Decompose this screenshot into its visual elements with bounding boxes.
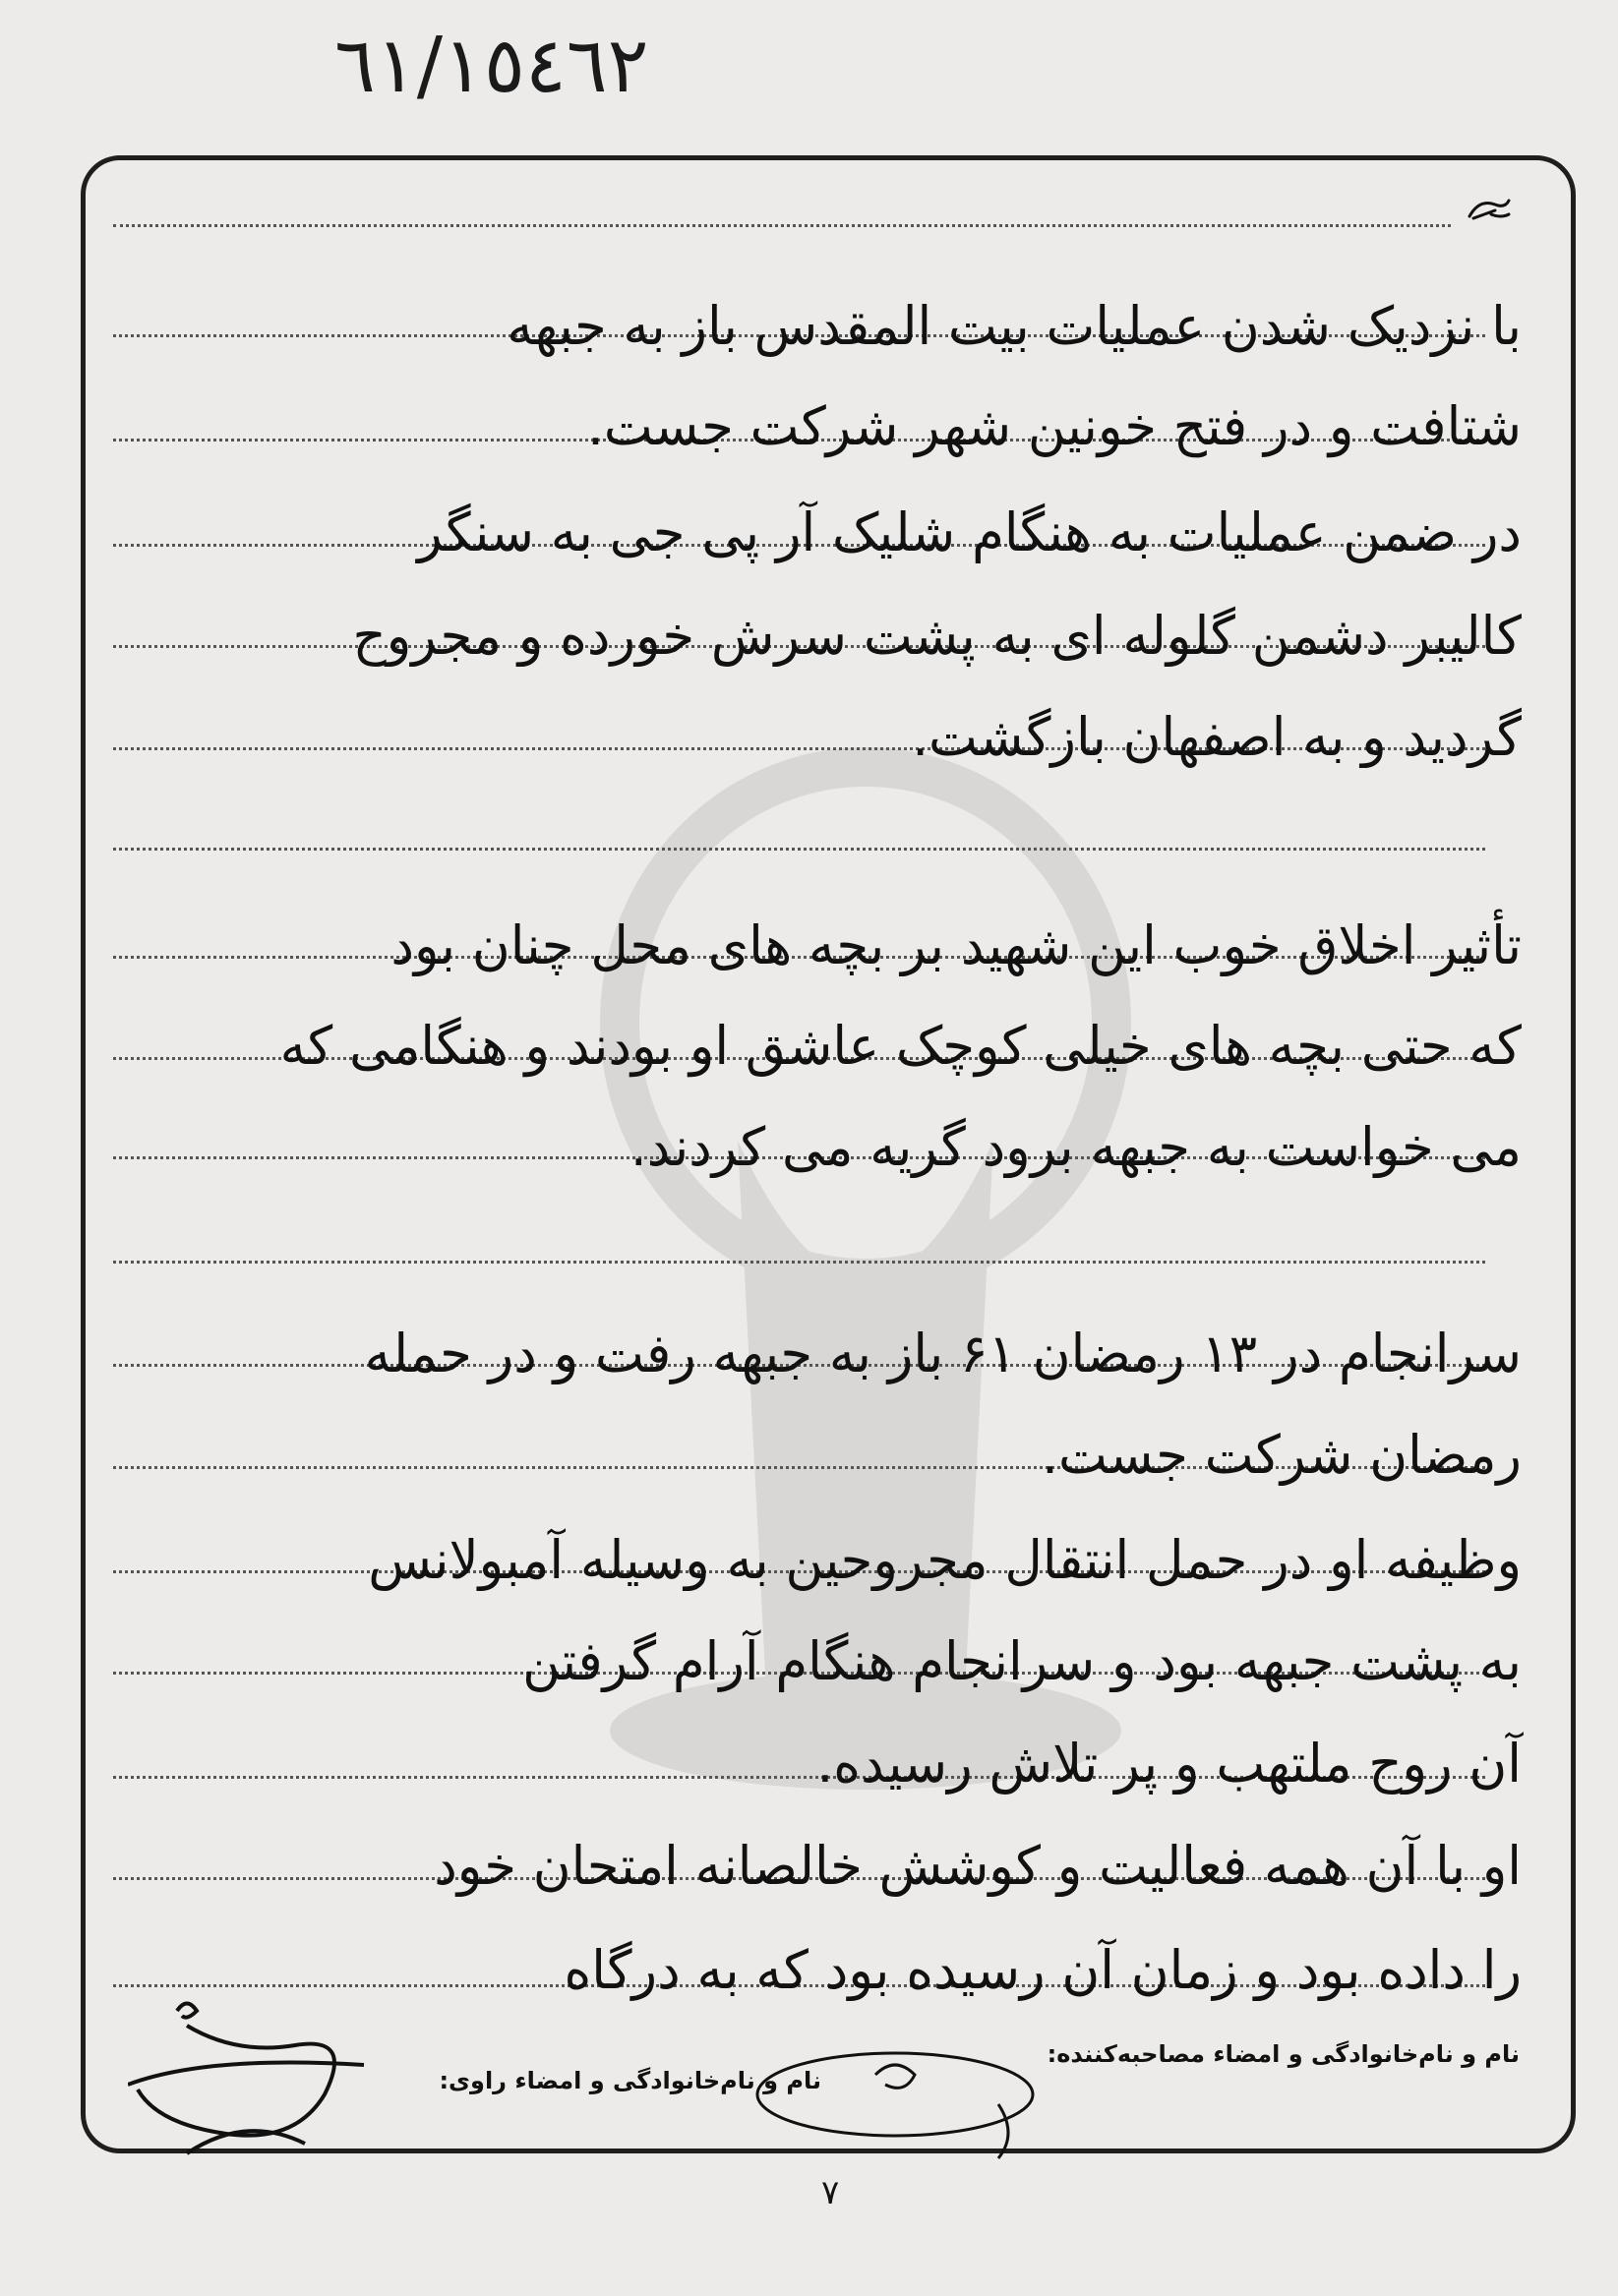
page-number: ۷ — [821, 2173, 840, 2212]
text-line-14: به پشت جبهه بود و سرانجام هنگام آرام گرفتن — [522, 1630, 1522, 1692]
interviewer-signature — [748, 2035, 1043, 2163]
text-line-13: وظیفه او در حمل انتقال مجروحین به وسیله آمبولانس — [368, 1529, 1523, 1591]
text-line-9: می خواست به جبهه برود گریه می کردند. — [629, 1116, 1522, 1178]
archive-number: ٦١/١٥٤٦٢ — [334, 22, 649, 110]
pen-icon — [1466, 197, 1513, 222]
narrator-label: نام و نام‌خانوادگی و امضاء راوی: — [439, 2067, 821, 2094]
ruled-line — [113, 1261, 1485, 1264]
text-line-7: تأثیر اخلاق خوب این شهید بر بچه های محل چنان بود — [390, 914, 1522, 976]
ruled-line — [113, 224, 1451, 227]
text-line-17: را داده بود و زمان آن رسیده بود که به درگاه — [564, 1939, 1522, 2001]
text-line-12: رمضان شرکت جست. — [1042, 1424, 1522, 1486]
narrator-signature — [128, 1996, 374, 2173]
interviewer-label: نام و نام‌خانوادگی و امضاء مصاحبه‌کننده: — [1047, 2040, 1520, 2068]
text-line-5: گردید و به اصفهان بازگشت. — [912, 706, 1522, 768]
text-line-1: با نزدیک شدن عملیات بیت المقدس باز به جبهه — [507, 295, 1522, 357]
text-line-2: شتافت و در فتح خونین شهر شرکت جست. — [587, 395, 1522, 457]
text-line-4: کالیبر دشمن گلوله ای به پشت سرش خورده و مجروح — [352, 605, 1522, 667]
text-line-11: سرانجام در ۱۳ رمضان ۶۱ باز به جبهه رفت و در حمله — [364, 1323, 1522, 1384]
text-line-16: او با آن همه فعالیت و کوشش خالصانه امتحان خود — [434, 1835, 1522, 1897]
ruled-line — [113, 848, 1485, 851]
text-line-15: آن روح ملتهب و پر تلاش رسیده. — [816, 1733, 1522, 1795]
text-line-8: که حتی بچه های خیلی کوچک عاشق او بودند و هنگامی که — [279, 1015, 1523, 1077]
text-line-3: در ضمن عملیات به هنگام شلیک آر پی جی به سنگر — [417, 501, 1522, 563]
